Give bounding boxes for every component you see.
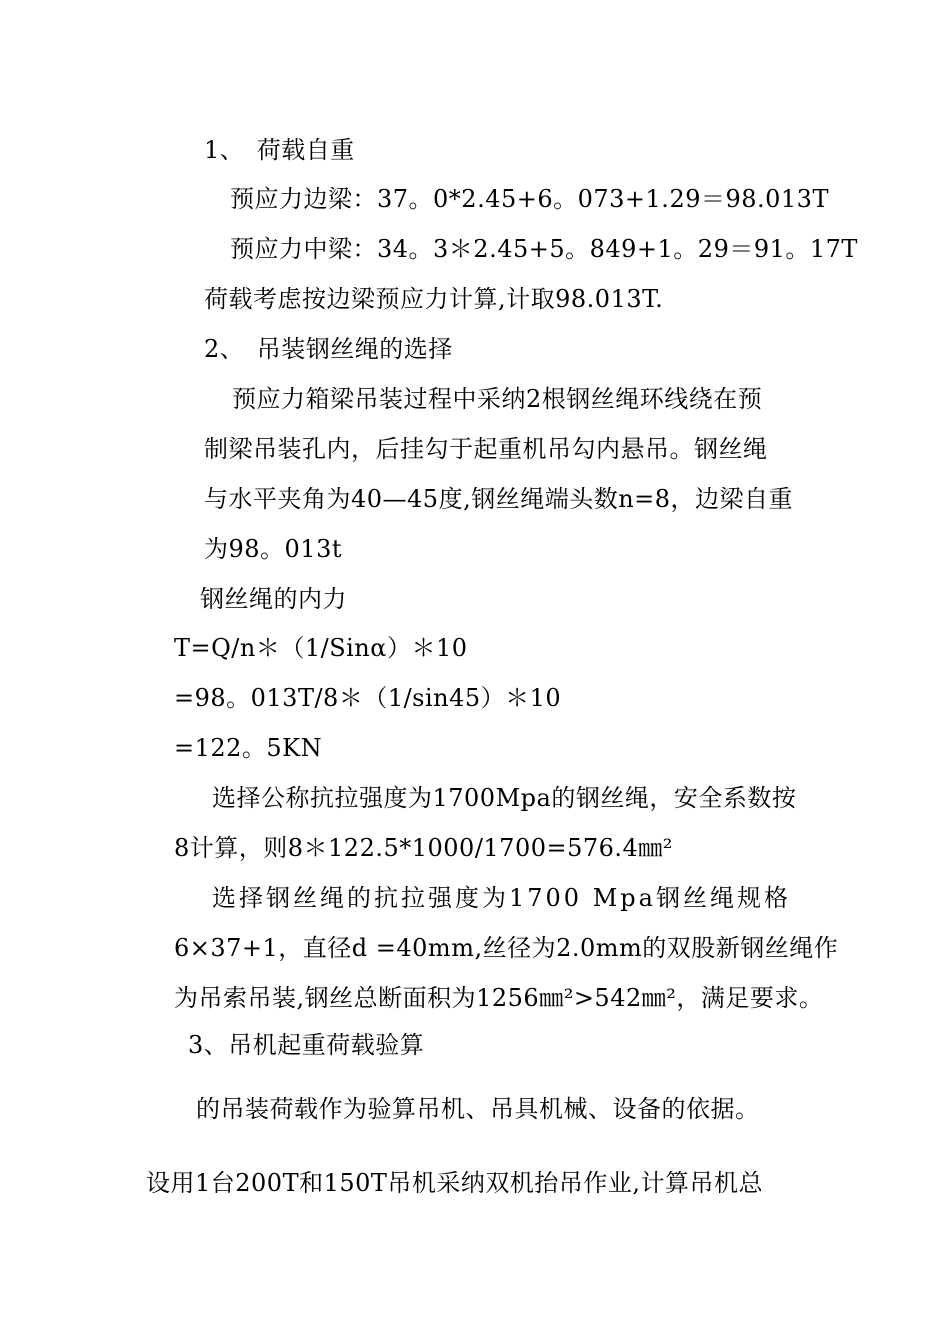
text-line: 为98。013t [204, 535, 342, 563]
formula-line: =98。013T/8＊（1/sin45）＊10 [174, 684, 562, 712]
text-line: 的吊装荷载作为验算吊机、吊具机械、设备的依据。 [196, 1095, 760, 1123]
text-line: 预应力箱梁吊装过程中采纳2根钢丝绳环线绕在预 [232, 385, 763, 413]
heading-3: 3、吊机起重荷载验算 [188, 1031, 425, 1059]
text-line: 制梁吊装孔内，后挂勾于起重机吊勾内悬吊。钢丝绳 [204, 435, 768, 463]
text-line: 为吊索吊装,钢丝总断面积为1256㎜²>542㎜²，满足要求。 [174, 984, 824, 1012]
text-line: 选择钢丝绳的抗拉强度为1700 Mpa钢丝绳规格 [212, 884, 791, 912]
heading-2: 2、 吊装钢丝绳的选择 [204, 335, 453, 363]
text-line: 6×37+1，直径d =40mm,丝径为2.0mm的双股新钢丝绳作 [174, 934, 839, 962]
text-line: 荷载考虑按边梁预应力计算,计取98.013T. [204, 285, 664, 313]
heading-1: 1、 荷载自重 [204, 136, 355, 164]
text-line: 钢丝绳的内力 [200, 585, 347, 613]
text-line: 预应力中梁：34。3＊2.45+5。849+1。29＝91。17T [230, 235, 858, 263]
text-line: 选择公称抗拉强度为1700Mpa的钢丝绳，安全系数按 [212, 784, 797, 812]
text-line: 预应力边梁：37。0*2.45+6。073+1.29＝98.013T [230, 185, 829, 213]
text-line: 与水平夹角为40—45度,钢丝绳端头数n=8，边梁自重 [204, 485, 794, 513]
text-line: 设用1台200T和150T吊机采纳双机抬吊作业,计算吊机总 [146, 1169, 764, 1197]
text-line: 8计算，则8＊122.5*1000/1700=576.4㎜² [174, 834, 673, 862]
formula-line: =122。5KN [174, 734, 323, 762]
formula-line: T=Q/n＊（1/Sinα）＊10 [174, 634, 468, 662]
